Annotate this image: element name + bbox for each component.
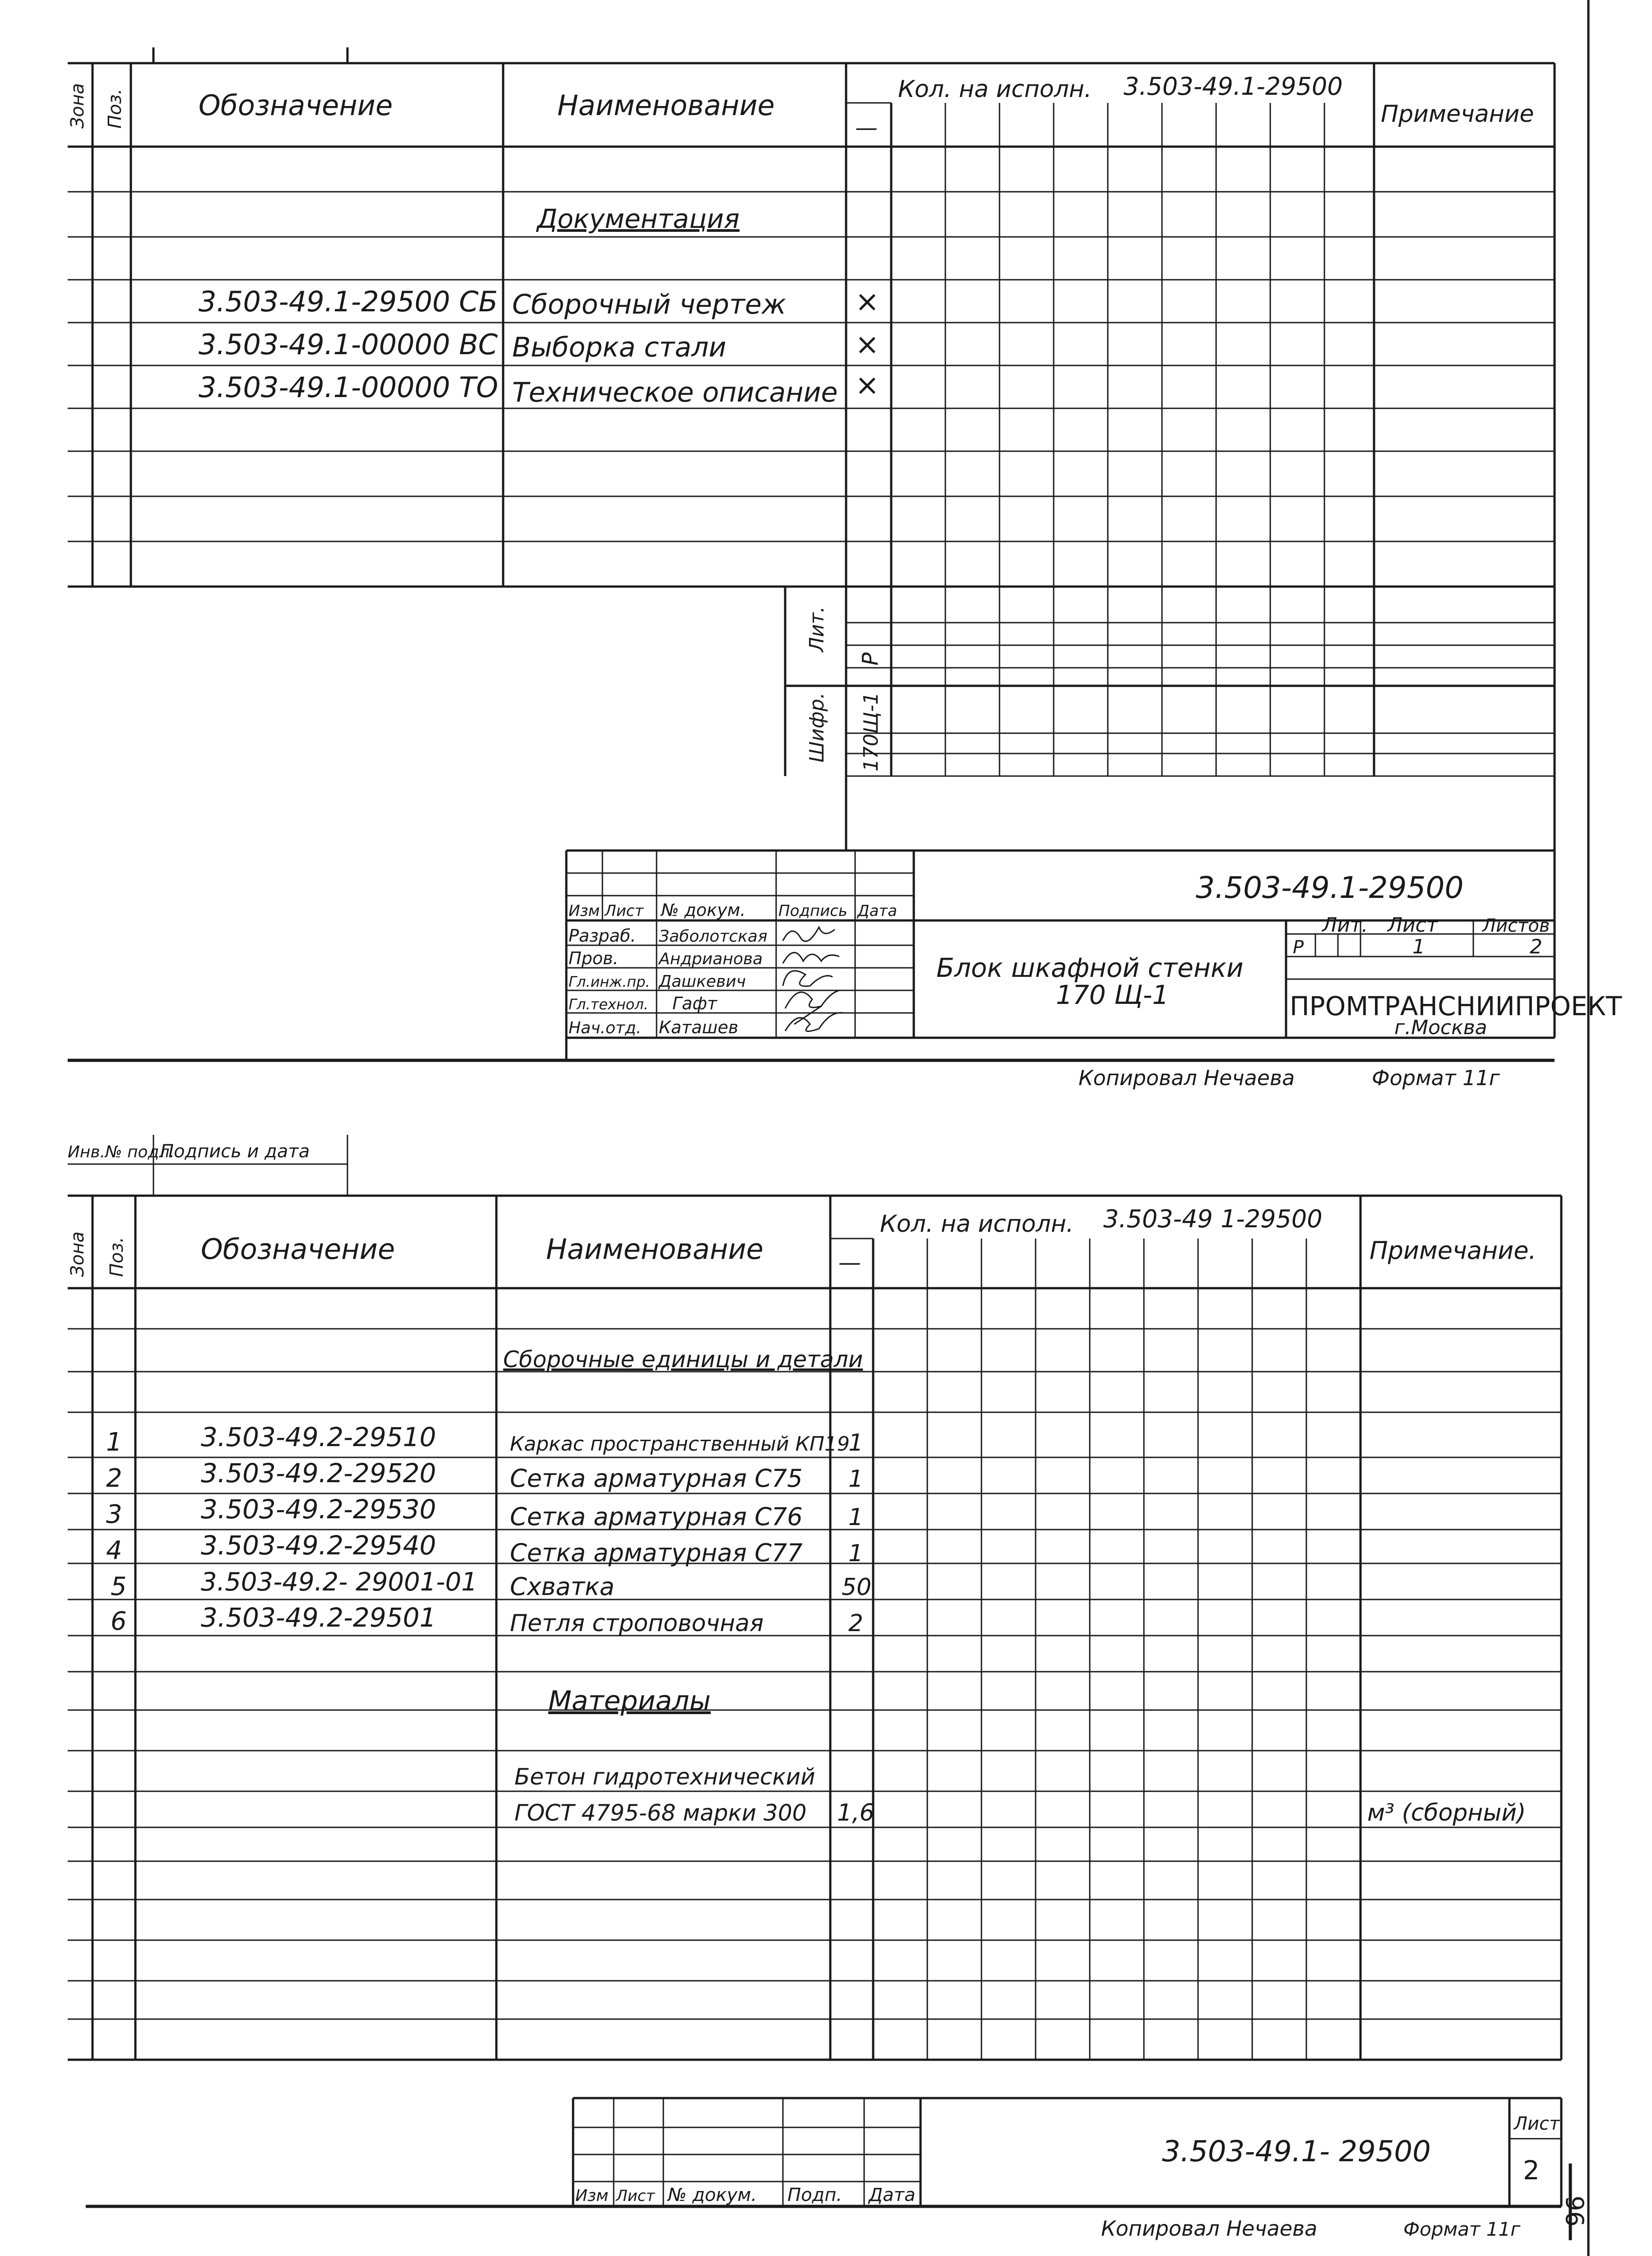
qty-header-title: Кол. на исполн. — [898, 76, 1092, 103]
qty-cell: × — [855, 369, 879, 402]
col-doc: № докум. — [668, 2185, 757, 2205]
pos-cell: 5 — [111, 1572, 127, 1601]
page-number: 96 — [1561, 2196, 1590, 2227]
designation-cell: 3.503-49.2- 29001-01 — [201, 1567, 477, 1597]
designation-cell: 3.503-49.2-29510 — [201, 1422, 436, 1452]
signatory-name: Андрианова — [659, 950, 763, 968]
copied-by: Копировал Нечаева — [1101, 2216, 1318, 2241]
table-row — [199, 328, 879, 363]
spec-sheet-2 — [67, 1196, 1590, 2241]
signatory-row — [569, 926, 768, 946]
zone-header: Зона — [67, 1231, 88, 1277]
name-cell: Сетка арматурная С75 — [510, 1464, 803, 1493]
table-row — [199, 285, 879, 320]
inventory-number-label: Инв.№ подл. — [68, 1143, 175, 1161]
signatory-role: Гл.инж.пр. — [569, 973, 650, 990]
name-cell: Сборочный чертеж — [512, 289, 786, 320]
table-row — [199, 369, 879, 408]
pos-cell: 6 — [111, 1607, 127, 1636]
qty-cell: 1 — [848, 1465, 864, 1493]
lit-value: Р — [858, 652, 883, 666]
section-documentation: Документация — [537, 203, 740, 234]
qty-header-dash: — — [838, 1249, 861, 1276]
qty-cell: 2 — [848, 1610, 864, 1637]
cipher-value: 170Щ-1 — [860, 692, 883, 772]
name-cell: Сетка арматурная С77 — [510, 1539, 803, 1567]
col-list: Лист — [605, 902, 644, 920]
material-qty: 1,6 — [837, 1799, 875, 1826]
pos-cell: 3 — [106, 1500, 122, 1529]
name-cell: Петля строповочная — [510, 1610, 764, 1637]
qty-header-code: 3.503-49.1-29500 — [1124, 72, 1343, 101]
material-standard: ГОСТ 4795-68 марки 300 — [514, 1800, 807, 1826]
inventory-stamp — [68, 1135, 347, 1196]
col-sign: Подп. — [787, 2185, 842, 2205]
qty-cell: 1 — [848, 1504, 864, 1531]
zone-header: Зона — [67, 83, 88, 129]
col-date: Дата — [857, 902, 898, 920]
col-izm: Изм — [569, 902, 600, 920]
signatory-name: Каташев — [659, 1017, 739, 1037]
list-val: 1 — [1412, 935, 1425, 958]
name-cell: Каркас пространственный КП19 — [510, 1433, 850, 1456]
table-row — [111, 1567, 871, 1601]
material-name: Бетон гидротехнический — [514, 1764, 815, 1790]
designation-cell: 3.503-49.1-00000 ВС — [199, 328, 498, 361]
material-note: м³ (сборный) — [1367, 1799, 1526, 1826]
lit-head: Лит. — [1322, 914, 1368, 937]
pos-header: Поз. — [106, 1237, 127, 1277]
qty-cell: 1 — [848, 1429, 864, 1456]
pos-cell: 4 — [106, 1536, 122, 1565]
org-city: г.Москва — [1394, 1016, 1487, 1039]
lists-val: 2 — [1530, 935, 1542, 958]
designation-cell: 3.503-49.2-29530 — [201, 1494, 436, 1525]
table-row — [106, 1422, 863, 1457]
designation-header: Обозначение — [201, 1233, 395, 1266]
title-block-code: 3.503-49.1- 29500 — [1162, 2135, 1431, 2168]
lists-head: Листов — [1482, 915, 1550, 936]
col-list: Лист — [616, 2187, 655, 2205]
note-header: Примечание — [1381, 101, 1534, 128]
pos-header: Поз. — [105, 88, 125, 129]
signature-date-label: Подпись и дата — [160, 1141, 310, 1162]
signatory-row — [569, 994, 718, 1013]
col-doc: № докум. — [661, 900, 746, 920]
sheet-format: Формат 11г — [1372, 1066, 1500, 1090]
spec-sheet-1 — [67, 0, 1622, 2256]
signatory-name: Заболотская — [659, 927, 768, 946]
pos-cell: 1 — [106, 1428, 122, 1457]
designation-cell: 3.503-49.1-29500 СБ — [199, 285, 498, 318]
signatory-role: Разраб. — [569, 926, 636, 946]
designation-cell: 3.503-49.2-29540 — [201, 1530, 436, 1561]
qty-header-dash: — — [855, 115, 878, 141]
signatory-role: Гл.технол. — [569, 996, 648, 1013]
list-head: Лист — [1514, 2113, 1560, 2134]
org-name: ПРОМТРАНСНИИПРОЕКТ — [1290, 991, 1622, 1022]
copied-by: Копировал Нечаева — [1078, 1066, 1295, 1090]
col-sign: Подпись — [778, 902, 847, 920]
qty-cell: × — [855, 285, 879, 319]
name-header: Наименование — [557, 89, 775, 122]
signatory-role: Нач.отд. — [569, 1019, 642, 1037]
table-row — [106, 1458, 863, 1493]
qty-header-title: Кол. на исполн. — [880, 1211, 1074, 1238]
list-val: 2 — [1523, 2155, 1540, 2186]
table-row — [111, 1602, 863, 1637]
list-head: Лист — [1388, 914, 1438, 937]
name-cell: Сетка арматурная С76 — [510, 1502, 803, 1531]
sheet-format: Формат 11г — [1403, 2218, 1521, 2240]
pos-cell: 2 — [106, 1464, 122, 1493]
signatory-row — [569, 948, 763, 968]
section-assembly-units: Сборочные единицы и детали — [503, 1346, 863, 1373]
name-cell: Схватка — [510, 1572, 615, 1601]
table-row — [106, 1494, 863, 1531]
name-cell: Выборка стали — [512, 332, 727, 363]
signatory-role: Пров. — [569, 948, 619, 968]
handwritten-signatures — [783, 927, 844, 1031]
cipher-label: Шифр. — [805, 692, 828, 763]
signatory-name: Дашкевич — [659, 972, 746, 991]
designation-header: Обозначение — [199, 89, 393, 122]
col-izm: Изм — [575, 2187, 609, 2205]
title-block-code: 3.503-49.1-29500 — [1196, 870, 1464, 905]
qty-cell: 1 — [848, 1540, 864, 1567]
product-title: Блок шкафной стенки — [936, 952, 1244, 983]
signatory-row — [569, 1017, 738, 1037]
product-title-code: 170 Щ-1 — [1056, 980, 1169, 1010]
designation-cell: 3.503-49.2-29501 — [201, 1602, 436, 1633]
signatory-name: Гафт — [672, 994, 717, 1013]
name-cell: Техническое описание — [512, 377, 838, 408]
table-row — [106, 1530, 863, 1567]
qty-cell: × — [855, 328, 879, 361]
section-materials: Материалы — [548, 1685, 711, 1717]
qty-header-code: 3.503-49 1-29500 — [1103, 1205, 1323, 1233]
designation-cell: 3.503-49.2-29520 — [201, 1458, 436, 1489]
name-header: Наименование — [546, 1233, 764, 1266]
col-date: Дата — [869, 2185, 916, 2205]
lit-val: Р — [1293, 937, 1304, 958]
note-header: Примечание. — [1370, 1236, 1536, 1265]
lit-label: Лит. — [805, 606, 828, 652]
qty-cell: 50 — [842, 1574, 872, 1601]
designation-cell: 3.503-49.1-00000 ТО — [199, 371, 498, 404]
